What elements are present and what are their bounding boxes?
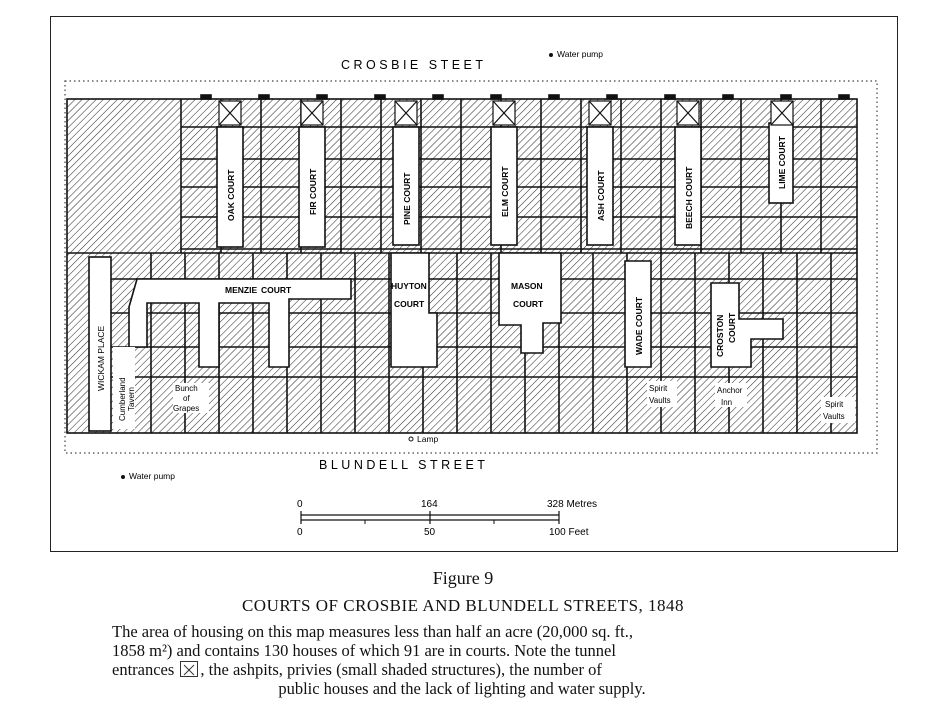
tavern-label: Tavern bbox=[127, 386, 136, 411]
crosbie-street-label: CROSBIE STEET bbox=[341, 58, 487, 72]
cumberland-label: Cumberland bbox=[118, 377, 127, 421]
spirit-label-2: Spirit bbox=[825, 400, 844, 409]
inn-label: Inn bbox=[721, 398, 733, 407]
desc-line-3a: entrances bbox=[112, 660, 175, 679]
scale-top-328: 328 Metres bbox=[547, 499, 598, 510]
lime-court-label: LIME COURT bbox=[777, 136, 787, 189]
spirit-label-1: Spirit bbox=[649, 384, 668, 393]
water-pump-top-label: Water pump bbox=[557, 49, 603, 59]
water-pump-top-icon bbox=[549, 53, 553, 57]
water-pump-bottom-label: Water pump bbox=[129, 471, 175, 481]
mason-court-label: COURT bbox=[513, 299, 544, 309]
figure-description bbox=[112, 622, 812, 698]
bunch-label: Bunch bbox=[175, 384, 198, 393]
of-label: of bbox=[183, 394, 190, 403]
desc-line-3b: , the ashpits, privies (small shaded structures), the number of bbox=[200, 660, 602, 679]
desc-line-3 bbox=[112, 660, 812, 679]
vaults-label-1: Vaults bbox=[649, 396, 671, 405]
ash-court-label: ASH COURT bbox=[596, 170, 606, 221]
tunnel-entrance-key-icon bbox=[180, 661, 198, 677]
figure-title: COURTS OF CROSBIE AND BLUNDELL STREETS, 1848 bbox=[241, 596, 685, 615]
scale-top-164: 164 bbox=[421, 499, 438, 510]
croston-court-label-2: COURT bbox=[727, 312, 737, 343]
scale-bottom-0: 0 bbox=[297, 527, 303, 538]
vaults-label-2: Vaults bbox=[823, 412, 845, 421]
scale-bar bbox=[297, 499, 597, 538]
scale-bottom-100: 100 Feet bbox=[549, 527, 589, 538]
menzie-label: MENZIE bbox=[225, 285, 258, 295]
anchor-label: Anchor bbox=[717, 386, 743, 395]
pine-court-label: PINE COURT bbox=[402, 172, 412, 225]
croston-court-label-1: CROSTON bbox=[715, 314, 725, 357]
map-frame bbox=[50, 16, 898, 552]
fir-court-label: FIR COURT bbox=[308, 168, 318, 215]
oak-court-label: OAK COURT bbox=[226, 169, 236, 221]
huyton-label: HUYTON bbox=[391, 281, 427, 291]
mason-label: MASON bbox=[511, 281, 543, 291]
huyton-court-label: COURT bbox=[394, 299, 425, 309]
desc-line-4: public houses and the lack of lighting and water supply. bbox=[278, 679, 646, 698]
desc-line-2: 1858 m²) and contains 130 houses of which 91 are in courts. Note the tunnel bbox=[112, 641, 616, 660]
housing-map bbox=[51, 17, 899, 553]
menzie-court-label: COURT bbox=[261, 285, 292, 295]
elm-court-label: ELM COURT bbox=[500, 166, 510, 217]
wade-court-label: WADE COURT bbox=[634, 296, 644, 355]
grapes-label: Grapes bbox=[173, 404, 200, 413]
blundell-street-label: BLUNDELL STREET bbox=[319, 458, 489, 472]
beech-court-label: BEECH COURT bbox=[684, 166, 694, 229]
lamp-label: Lamp bbox=[417, 434, 439, 444]
scale-top-0: 0 bbox=[297, 499, 303, 510]
lamp-icon bbox=[409, 437, 413, 441]
figure-number: Figure 9 bbox=[432, 568, 494, 588]
wickam-place-label: WICKAM PLACE bbox=[96, 325, 106, 391]
desc-line-1: The area of housing on this map measures less than half an acre (20,000 sq. ft., bbox=[112, 622, 633, 641]
water-pump-bottom-icon bbox=[121, 475, 125, 479]
scale-bottom-50: 50 bbox=[424, 527, 436, 538]
